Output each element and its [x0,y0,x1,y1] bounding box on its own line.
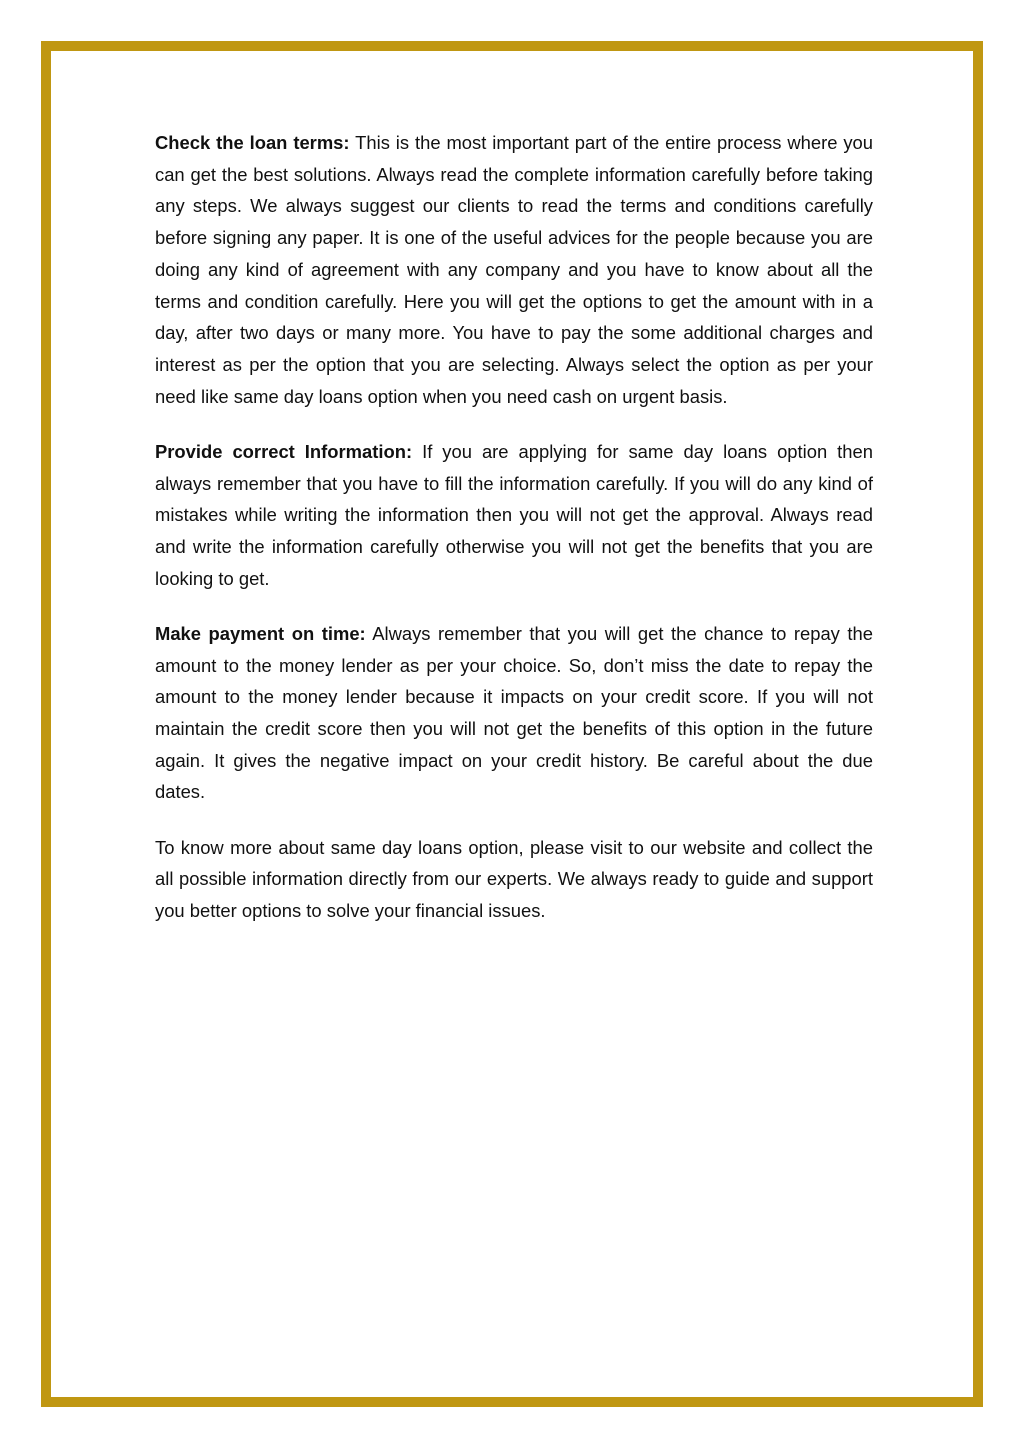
paragraph-loan-terms [155,127,873,412]
paragraph-heading: Make payment on time: [155,622,366,644]
paragraph-heading: Check the loan terms: [155,132,350,153]
paragraph-text: To know more about same day loans option, please visit to our website and collect the all possible information directly from our experts. We always ready to guide and support you better options to solve your financial issues. [155,836,873,921]
paragraph-text: If you are applying for same day loans option then always remember that you have to fill the information carefully. If you will do any kind of mistakes while writing the information then you will not get the approval. Always read and write the information carefully otherwise you will not get the benefits that you are looking to get. [155,440,873,589]
paragraph-text: This is the most important part of the entire process where you can get the best solutions. Always read the complete information carefully before taking any steps. We always suggest our clients to read the terms and conditions carefully before signing any paper. It is one of the useful advices for the people because you are doing any kind of agreement with any company and you have to know about all the terms and condition carefully. Here you will get the options to get the amount with in a day, after two days or many more. You have to pay the some additional charges and interest as per the option that you are selecting. Always select the option as per your need like same day loans option when you need cash on urgent basis. [155,132,874,407]
paragraph-closing [155,832,873,927]
paragraph-correct-information [155,436,873,595]
paragraph-payment-on-time [155,618,873,808]
paragraph-text: Always remember that you will get the chance to repay the amount to the money lender as per your choice. So, don’t miss the date to repay the amount to the money lender because it impacts on your credit score. If you will not maintain the credit score then you will not get the benefits of this option in the future again. It gives the negative impact on your credit history. Be careful about the due dates. [155,622,873,803]
paragraph-heading: Provide correct Information: [155,440,413,462]
document-body [155,127,873,950]
